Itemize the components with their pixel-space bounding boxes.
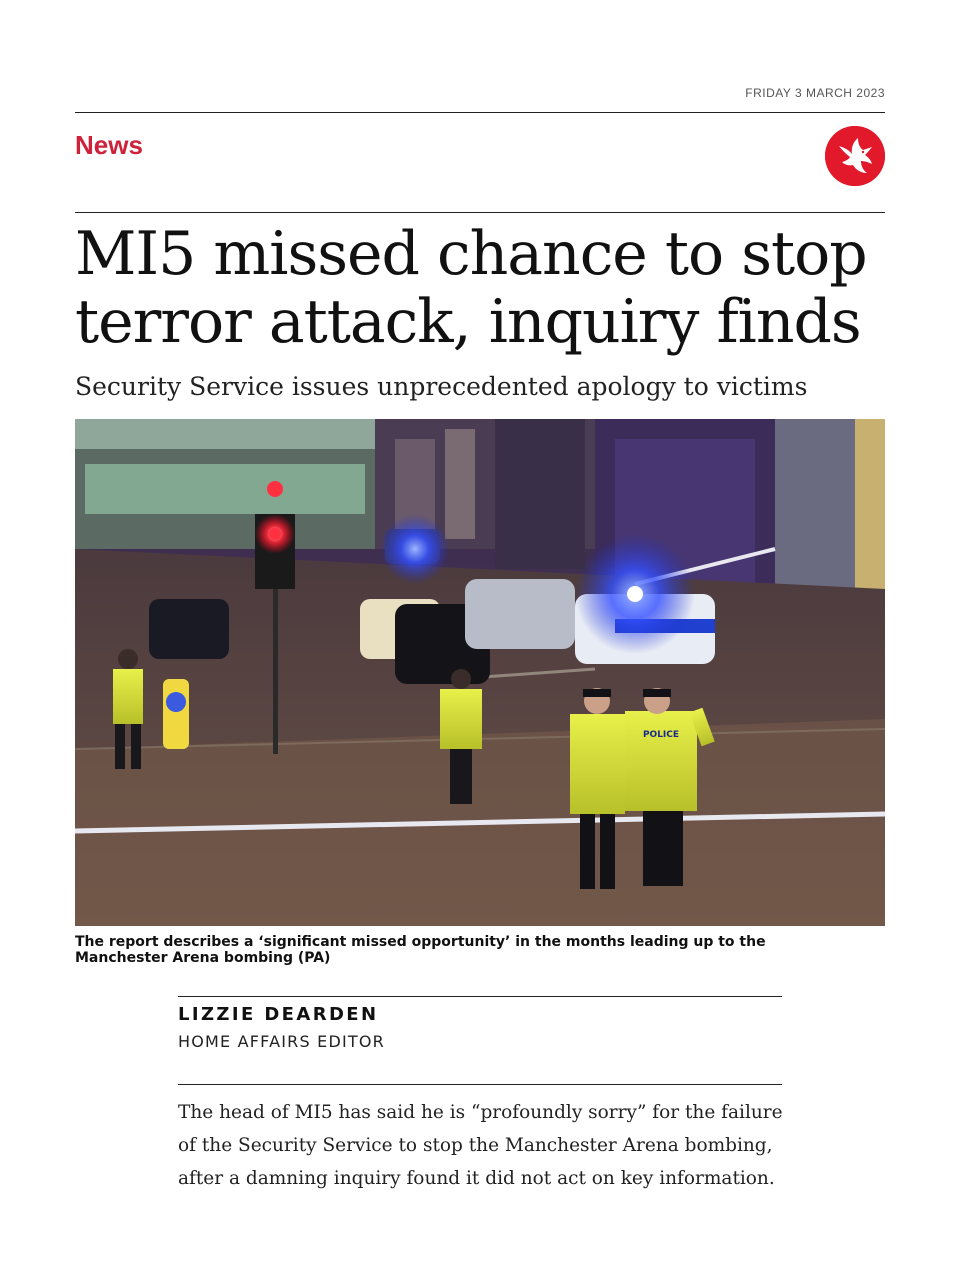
- article-headline: MI5 missed chance to stop terror attack, inquiry finds: [75, 219, 867, 357]
- eagle-icon[interactable]: [825, 126, 885, 186]
- section-label[interactable]: News: [75, 130, 143, 160]
- image-caption: The report describes a ‘significant missed opportunity’ in the months leading up to the Manchester Arena bombing (PA): [75, 934, 766, 966]
- header-divider: [75, 212, 885, 213]
- article-photo: [75, 419, 885, 926]
- article-standfirst: Security Service issues unprecedented apology to victims: [75, 372, 808, 401]
- byline-top-divider: [178, 996, 782, 997]
- author-role: HOME AFFAIRS EDITOR: [178, 1032, 385, 1051]
- top-divider: [75, 112, 885, 113]
- police-jacket-label: POLICE: [642, 730, 680, 740]
- byline-bottom-divider: [178, 1084, 782, 1085]
- article-body: The head of MI5 has said he is “profoundly sorry” for the failure of the Security Service to stop the Manchester Arena bombing, after a damning inquiry found it did not act on key information.: [178, 1102, 783, 1189]
- author-name[interactable]: LIZZIE DEARDEN: [178, 1004, 379, 1025]
- issue-date: FRIDAY 3 MARCH 2023: [745, 86, 885, 100]
